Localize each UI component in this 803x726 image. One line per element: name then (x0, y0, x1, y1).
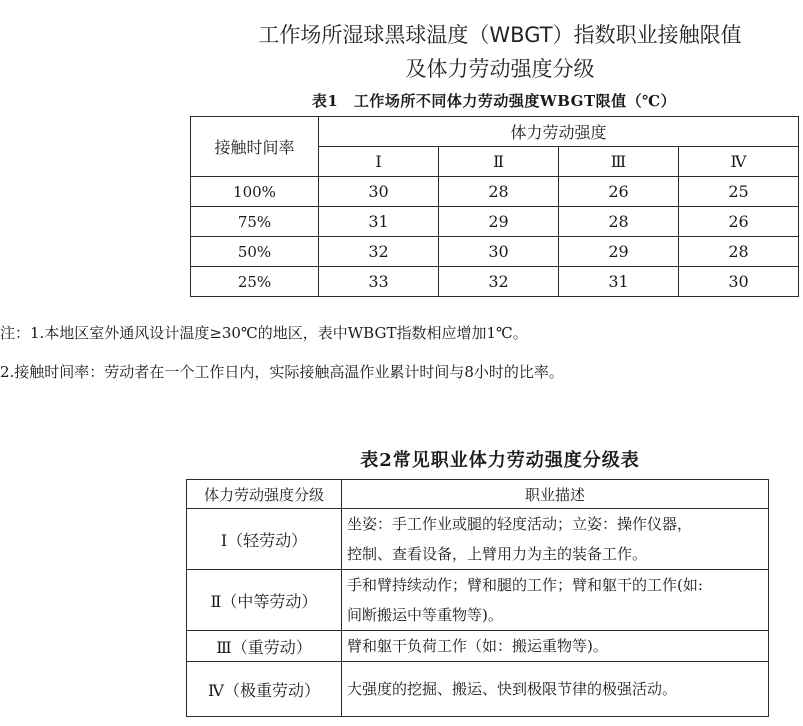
description-line: 间断搬运中等重物等)。 (347, 606, 503, 624)
exposure-rate-cell: 50% (191, 237, 319, 267)
table-row (187, 662, 769, 717)
table-row (187, 570, 769, 631)
document-title-line-2: 及体力劳动强度分级 (405, 57, 595, 81)
wbgt-value-cell: 28 (559, 207, 679, 237)
description-line: 坐姿：手工作业或腿的轻度活动；立姿：操作仪器， (347, 515, 693, 533)
wbgt-value-cell: 32 (439, 267, 559, 297)
job-description-cell (342, 570, 769, 631)
job-description-header: 职业描述 (342, 480, 769, 509)
level-header-4: Ⅳ (679, 147, 799, 177)
job-description-cell (342, 509, 769, 570)
wbgt-value-cell: 28 (439, 177, 559, 207)
wbgt-value-cell: 30 (679, 267, 799, 297)
wbgt-value-cell: 31 (559, 267, 679, 297)
labor-intensity-table (186, 479, 769, 717)
wbgt-value-cell: 33 (319, 267, 439, 297)
wbgt-value-cell: 32 (319, 237, 439, 267)
table1-caption: 表1 工作场所不同体力劳动强度WBGT限值（℃） (311, 92, 677, 110)
wbgt-value-cell: 30 (439, 237, 559, 267)
wbgt-value-cell: 26 (679, 207, 799, 237)
exposure-rate-cell: 25% (191, 267, 319, 297)
description-line: 大强度的挖掘、搬运、快到极限节律的极强活动。 (347, 680, 678, 698)
exposure-rate-header: 接触时间率 (191, 117, 319, 177)
exposure-rate-cell: 75% (191, 207, 319, 237)
wbgt-value-cell: 30 (319, 177, 439, 207)
table2-caption: 表2常见职业体力劳动强度分级表 (360, 450, 640, 471)
description-line: 手和臂持续动作；臂和腿的工作；臂和躯干的工作(如: (347, 576, 703, 594)
wbgt-value-cell: 29 (559, 237, 679, 267)
intensity-level-cell: Ⅱ（中等劳动） (187, 570, 342, 631)
table-row (191, 207, 799, 237)
table1-header-row (191, 117, 799, 147)
exposure-rate-cell: 100% (191, 177, 319, 207)
note-1: 注：1.本地区室外通风设计温度≥30℃的地区，表中WBGT指数相应增加1℃。 (0, 324, 528, 342)
level-header-3: Ⅲ (559, 147, 679, 177)
wbgt-limit-table (190, 116, 799, 297)
table-row (191, 177, 799, 207)
document-title-line-1: 工作场所湿球黑球温度（WBGT）指数职业接触限值 (258, 23, 742, 47)
wbgt-value-cell: 25 (679, 177, 799, 207)
intensity-level-cell: Ⅳ（极重劳动） (187, 662, 342, 717)
labor-intensity-header: 体力劳动强度 (319, 117, 799, 147)
level-header-1: Ⅰ (319, 147, 439, 177)
table-row (191, 267, 799, 297)
description-line: 控制、查看设备，上臂用力为主的装备工作。 (347, 545, 648, 563)
level-header-2: Ⅱ (439, 147, 559, 177)
table2-header-row (187, 480, 769, 509)
intensity-level-cell: Ⅰ（轻劳动） (187, 509, 342, 570)
job-description-cell (342, 662, 769, 717)
job-description-cell (342, 631, 769, 662)
note-2: 2.接触时间率：劳动者在一个工作日内，实际接触高温作业累计时间与8小时的比率。 (0, 363, 564, 381)
table-row (191, 237, 799, 267)
wbgt-value-cell: 26 (559, 177, 679, 207)
intensity-level-header: 体力劳动强度分级 (187, 480, 342, 509)
table-row (187, 631, 769, 662)
table-row (187, 509, 769, 570)
description-line: 臂和躯干负荷工作（如：搬运重物等)。 (347, 637, 608, 655)
wbgt-value-cell: 31 (319, 207, 439, 237)
intensity-level-cell: Ⅲ（重劳动） (187, 631, 342, 662)
wbgt-value-cell: 28 (679, 237, 799, 267)
wbgt-value-cell: 29 (439, 207, 559, 237)
